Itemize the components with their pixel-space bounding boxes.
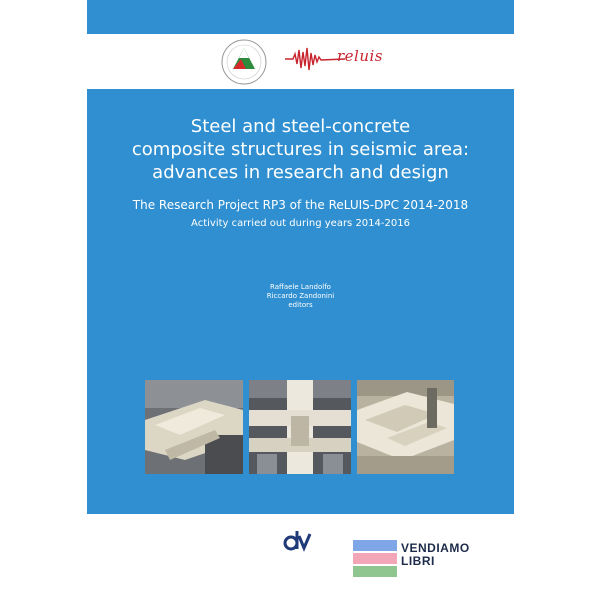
badge-green-bar bbox=[353, 566, 397, 577]
cover-activity-line: Activity carried out during years 2014-2016 bbox=[191, 218, 410, 229]
composite-slab-photo bbox=[357, 380, 454, 474]
cover-subtitle: The Research Project RP3 of the ReLUIS-DPC 2014-2018 bbox=[132, 198, 469, 212]
editor-name: Riccardo Zandonini bbox=[266, 292, 335, 300]
badge-line: VENDIAMO bbox=[401, 541, 470, 555]
cover-title bbox=[87, 115, 514, 184]
dpc-emblem-icon bbox=[219, 37, 269, 87]
badge-line: LIBRI bbox=[401, 554, 435, 568]
steel-joint-photo bbox=[249, 380, 351, 474]
badge-blue-bar bbox=[353, 540, 397, 551]
title-line: Steel and steel-concrete bbox=[190, 116, 411, 137]
cover-top-band bbox=[87, 0, 514, 34]
editors-block bbox=[87, 283, 514, 310]
reluis-logo bbox=[285, 46, 405, 72]
publisher-dv-logo-icon bbox=[283, 528, 313, 552]
vendiamo-libri-badge bbox=[353, 534, 470, 590]
badge-wordmark bbox=[401, 542, 470, 568]
title-line: advances in research and design bbox=[152, 162, 449, 183]
test-specimen-photo bbox=[145, 380, 243, 474]
badge-pink-bar bbox=[353, 553, 397, 564]
editors-role: editors bbox=[288, 301, 313, 309]
reluis-wordmark: reluis bbox=[337, 47, 384, 65]
seismograph-icon bbox=[285, 46, 345, 72]
title-line: composite structures in seismic area: bbox=[131, 139, 470, 160]
book-cover bbox=[87, 0, 514, 600]
editor-name: Raffaele Landolfo bbox=[270, 283, 331, 291]
